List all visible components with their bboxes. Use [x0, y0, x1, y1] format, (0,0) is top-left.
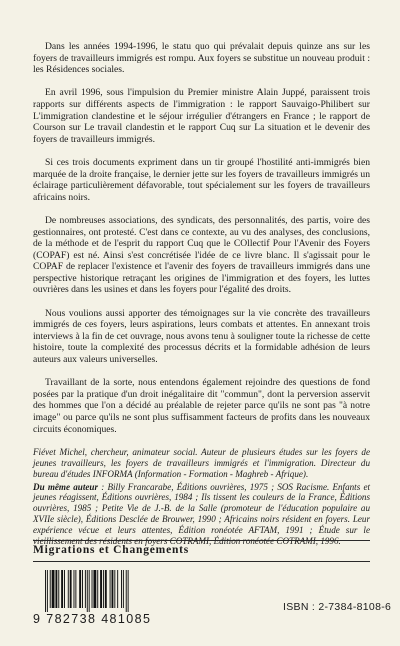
barcode-number: 9 782738 481085	[33, 612, 152, 626]
collection-name: Migrations et Changements	[33, 544, 190, 556]
barcode-bar	[61, 570, 63, 608]
barcode-bar	[93, 570, 96, 608]
barcode-bar	[97, 570, 98, 608]
barcode-bar	[70, 570, 72, 608]
isbn-number: ISBN : 2-7384-8108-6	[283, 601, 392, 613]
blurb-text	[33, 41, 370, 549]
barcode-bar	[121, 570, 122, 608]
barcode-bar	[64, 570, 65, 608]
paragraph-6: Travaillant de la sorte, nous entendons également rejoindre des questions de fond posées par la pratique d'un droit inégalitaire dit "commun", dont la perversion asservit des hommes que l'on a décidé au préalable de rejeter parce qu'ils ne sont pas "à notre image" ou parce qu'ils ne sont plus suffisamment facteurs de profits dans les nouveaux circuits économiques.	[33, 377, 370, 435]
barcode-bar	[112, 570, 114, 608]
other-works: Du même auteur : Billy Francarabe, Éditions ouvrières, 1975 ; SOS Racisme. Enfants et jeunes réagissent, Éditions ouvrières, 1984 ; Ils tissent les couleurs de la France, Éditions ouvrières, 1985 ; Petite Vie de J.-B. de la Salle (promoteur de l'éducation populaire au XVIIe siècle), Éditions Desclée de Brouwer, 1990 ; Africains noirs résident en foyers. Leur expérience vécue et leurs attentes, Édition ronéotée AFTAM, 1991 ; Étude sur le vieillissement des résidents en foyers COTRAMI, Édition ronéotée COTRAMI, 1996.	[33, 481, 371, 547]
barcode-bar	[128, 570, 129, 612]
barcode-bar	[68, 570, 69, 608]
author-description: Fiévet Michel, chercheur, animateur social. Auteur de plusieurs études sur les foyers de jeunes travailleurs, les foyers de travailleurs immigrés et l'immigration. Directeur du bureau d'études INFORMA (Information - Formation - Maghreb - Afrique).	[33, 446, 371, 479]
barcode-bar	[89, 570, 90, 612]
paragraph-5: Nous voulions aussi apporter des témoignages sur la vie concrète des travailleurs immigrés de ces foyers, leurs aspirations, leurs combats et attentes. En annexant trois interviews à la fin de cet ouvrage, nous avons tenu à souligner toute la richesse de cette histoire, toute la complexité des processus décrits et la formidable adhésion de leurs auteurs aux valeurs universelles.	[33, 307, 370, 366]
barcode-bar	[87, 570, 88, 612]
barcode-bar	[47, 570, 48, 612]
barcode-bar	[52, 570, 55, 608]
barcode-bar	[114, 570, 115, 608]
paragraph-4: De nombreuses associations, des syndicats, des personnalités, des partis, voire des gestionnaires, ont protesté. C'est dans ce contexte, au vu des analyses, des conclusions, de la méthode et de l'esprit du rapport Cuq que le COllectif Pour l'Avenir des Foyers (COPAF) est né. Ainsi s'est concrétisée l'idée de ce livre blanc. Il s'agissait pour le COPAF de replacer l'existence et l'avenir des foyers de travailleurs immigrés dans une perspective historique retraçant les origines de l'immigration et des foyers, les luttes ouvrières dans les usines et dans les foyers pour l'égalité des droits.	[33, 214, 370, 296]
barcode-block	[33, 570, 163, 626]
barcode-bar	[50, 570, 51, 608]
divider-top	[33, 540, 370, 541]
paragraph-3: Si ces trois documents expriment dans un tir groupé l'hostilité anti-immigrés bien marquée de la droite française, le dernier jette sur les foyers de travailleurs immigrés un éclairage particulièrement défavorable, tout spécialement sur les foyers de travailleurs africains noirs.	[33, 156, 370, 203]
barcode-bar	[103, 570, 104, 608]
barcode-bar	[75, 570, 76, 608]
barcode-bar	[100, 570, 102, 608]
divider-bottom	[33, 561, 370, 562]
barcode-bar	[55, 570, 57, 608]
paragraph-2: En avril 1996, sous l'impulsion du Premier ministre Alain Juppé, paraissent trois rapports sur différents aspects de l'immigration : le rapport Sauvaigo-Philibert sur L'immigration clandestine et le séjour irrégulier d'étrangers en France ; le rapport de Courson sur Le travail clandestin et le rapport Cuq sur La situation et le devenir des foyers de travailleurs immigrés.	[33, 87, 370, 145]
barcode-bar	[45, 570, 46, 612]
barcode-bar	[82, 570, 83, 608]
barcode-bar	[110, 570, 111, 608]
barcode-bar	[85, 570, 86, 608]
barcode-bar	[58, 570, 59, 608]
barcode-bar	[123, 570, 124, 608]
barcode-bar	[126, 570, 127, 612]
barcode	[43, 570, 159, 612]
barcode-bar	[79, 570, 81, 608]
author-bio	[33, 447, 370, 547]
barcode-bar	[92, 570, 93, 608]
barcode-bar	[74, 570, 75, 608]
barcode-bar	[105, 570, 107, 608]
paragraph-1: Dans les années 1994-1996, le statu quo qui prévalait depuis quinze ans sur les foyers de travailleurs immigrés est rompu. Aux foyers se substitue un nouveau produit : les Résidences sociales.	[33, 41, 370, 76]
barcode-bar	[117, 570, 118, 608]
